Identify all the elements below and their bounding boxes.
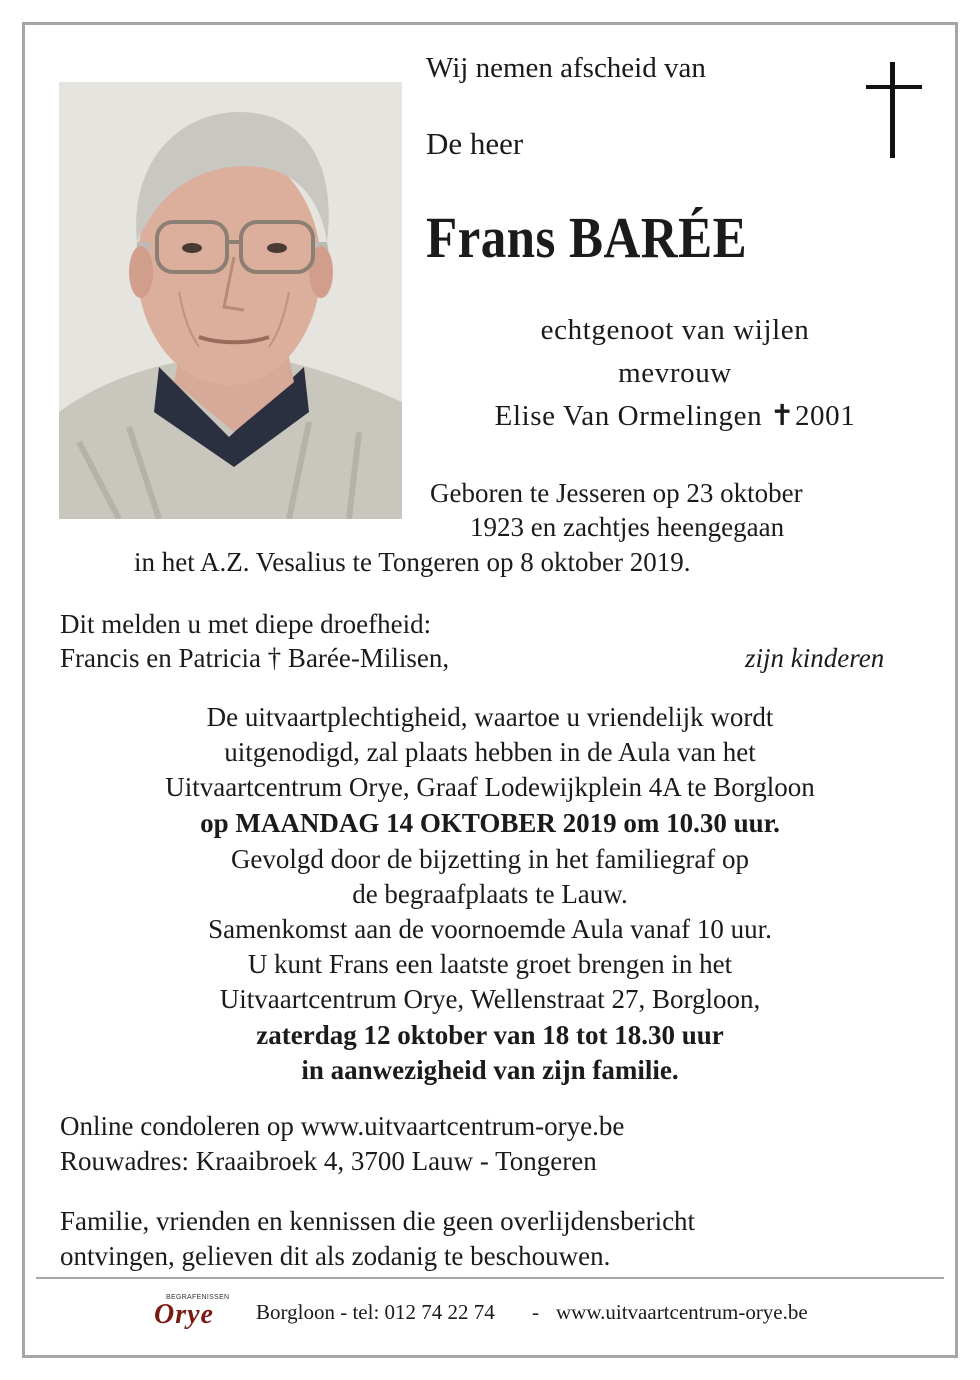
- logo-subtitle: BEGRAFENISSEN: [166, 1294, 230, 1301]
- birth-line-2: 1923 en zachtjes heengegaan: [470, 512, 785, 542]
- footer-website: www.uitvaartcentrum-orye.be: [556, 1300, 808, 1324]
- online-condolence: Online condoleren op www.uitvaartcentrum-orye.be: [60, 1111, 625, 1141]
- intro-text: Wij nemen afscheid van: [426, 52, 706, 84]
- closing-line-1: Familie, vrienden en kennissen die geen overlijdensbericht: [60, 1206, 696, 1236]
- deceased-name: Frans BARÉE: [426, 205, 748, 270]
- birth-line-3: in het A.Z. Vesalius te Tongeren op 8 oktober 2019.: [134, 547, 691, 577]
- announce-line: Dit melden u met diepe droefheid:: [60, 609, 432, 639]
- footer-separator: -: [532, 1300, 539, 1324]
- ceremony-line: Uitvaartcentrum Orye, Graaf Lodewijkplein 4A te Borgloon: [165, 772, 815, 802]
- portrait-illustration: [59, 82, 402, 519]
- visit-line: zaterdag 12 oktober van 18 tot 18.30 uur: [256, 1020, 724, 1050]
- mourning-address: Rouwadres: Kraaibroek 4, 3700 Lauw - Tongeren: [60, 1146, 597, 1176]
- spouse-line-1: echtgenoot van wijlen: [540, 314, 810, 346]
- spouse-line-2: mevrouw: [618, 357, 732, 389]
- children-label: zijn kinderen: [745, 643, 885, 673]
- follow-line: Samenkomst aan de voornoemde Aula vanaf 10 uur.: [208, 914, 772, 944]
- visit-line: in aanwezigheid van zijn familie.: [301, 1055, 679, 1085]
- cross-icon: [866, 62, 922, 158]
- ceremony-line: uitgenodigd, zal plaats hebben in de Aula van het: [224, 737, 756, 767]
- portrait-photo: [59, 82, 402, 519]
- closing-line-2: ontvingen, gelieven dit als zodanig te beschouwen.: [60, 1241, 611, 1271]
- ceremony-date: op MAANDAG 14 OKTOBER 2019 om 10.30 uur.: [200, 808, 780, 838]
- children-names: Francis en Patricia † Barée-Milisen,: [60, 643, 450, 673]
- follow-line: Gevolgd door de bijzetting in het familiegraf op: [230, 844, 750, 874]
- spouse-line-3: Elise Van Ormelingen ✝2001: [494, 400, 856, 432]
- logo-wordmark: Orye: [154, 1299, 214, 1330]
- ceremony-line: De uitvaartplechtigheid, waartoe u vriendelijk wordt: [206, 702, 774, 732]
- honorific: De heer: [426, 126, 524, 161]
- footer-phone: Borgloon - tel: 012 74 22 74: [256, 1300, 495, 1324]
- follow-line: U kunt Frans een laatste groet brengen in het: [247, 949, 733, 979]
- footer-divider: [36, 1277, 944, 1279]
- follow-line: Uitvaartcentrum Orye, Wellenstraat 27, Borgloon,: [219, 984, 761, 1014]
- follow-line: de begraafplaats te Lauw.: [352, 879, 628, 909]
- orye-logo: [152, 1294, 232, 1334]
- birth-line-1: Geboren te Jesseren op 23 oktober: [430, 478, 803, 508]
